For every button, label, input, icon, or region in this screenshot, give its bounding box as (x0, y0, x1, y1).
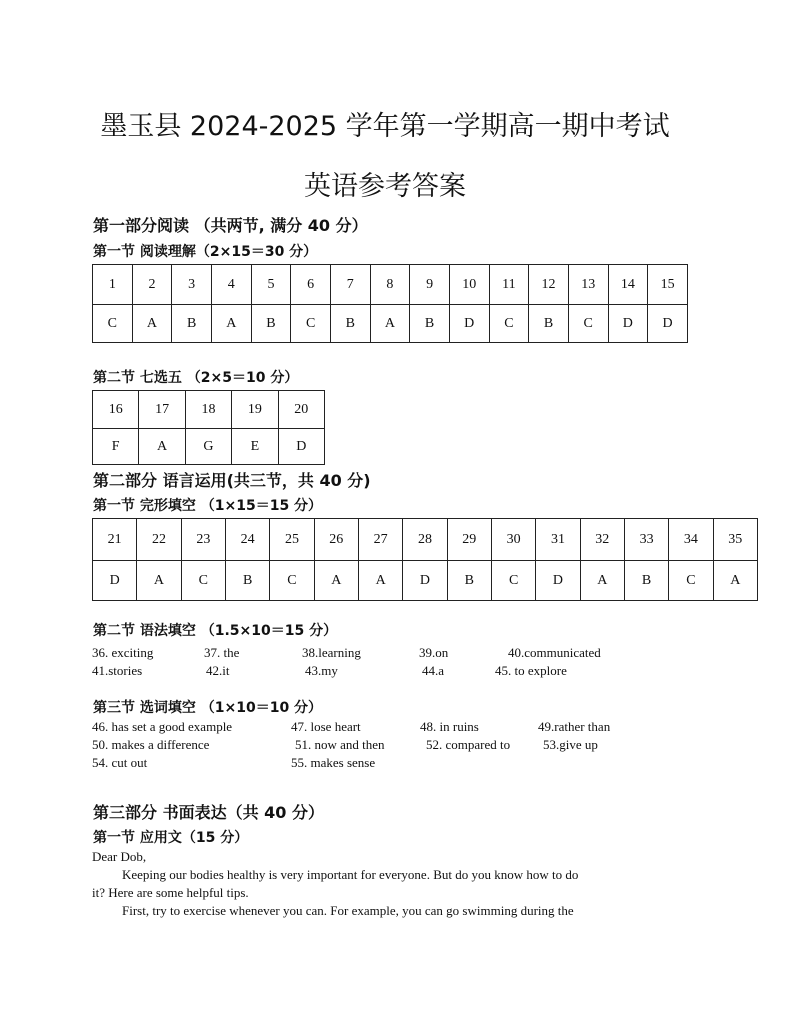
answer-item: 50. makes a difference (92, 737, 210, 752)
answer-cell: C (181, 561, 225, 601)
answer-item: 38.learning (302, 645, 361, 660)
answer-cell: C (491, 561, 535, 601)
question-number: 4 (211, 265, 251, 305)
answer-item: 53.give up (543, 737, 598, 752)
answer-item: 51. now and then (295, 737, 385, 752)
question-number: 1 (93, 265, 133, 305)
exam-subtitle: 英语参考答案 (304, 171, 466, 202)
answer-cell: A (370, 305, 410, 343)
answer-cell: C (669, 561, 713, 601)
question-number: 19 (232, 391, 278, 429)
answer-item: 41.stories (92, 663, 143, 678)
answer-cell: B (624, 561, 668, 601)
question-number: 15 (648, 265, 688, 305)
number-row (93, 391, 325, 429)
question-number: 29 (447, 519, 491, 561)
part1-sec1-heading: 第一节 阅读理解（2×15＝30 分） (93, 244, 318, 260)
question-number: 25 (270, 519, 314, 561)
question-number: 17 (139, 391, 185, 429)
answer-cell: A (137, 561, 181, 601)
answer-cell: B (529, 305, 569, 343)
answer-cell: C (291, 305, 331, 343)
answer-item: 40.communicated (508, 645, 601, 660)
part2-sec3-heading: 第三节 选词填空 （1×10＝10 分） (93, 700, 323, 716)
answer-row (93, 561, 758, 601)
part3-sec1-heading: 第一节 应用文（15 分） (93, 830, 249, 846)
question-number: 35 (713, 519, 757, 561)
letter-salutation: Dear Dob, (92, 849, 147, 864)
letter-line: First, try to exercise whenever you can. For example, you can go swimming during the (122, 903, 574, 918)
question-number: 14 (608, 265, 648, 305)
answer-cell: F (93, 429, 139, 465)
answer-cell: C (93, 305, 133, 343)
answer-row (93, 429, 325, 465)
answer-item: 36. exciting (92, 645, 154, 660)
answer-cell: C (270, 561, 314, 601)
question-number: 28 (403, 519, 447, 561)
answer-item: 43.my (305, 663, 338, 678)
answer-item: 42.it (206, 663, 230, 678)
part1-heading: 第一部分阅读 （共两节, 满分 40 分） (93, 216, 368, 235)
question-number: 30 (491, 519, 535, 561)
answer-cell: A (358, 561, 402, 601)
question-number: 6 (291, 265, 331, 305)
letter-line: Keeping our bodies healthy is very important for everyone. But do you know how to do (122, 867, 579, 882)
answer-item: 55. makes sense (291, 755, 376, 770)
question-number: 21 (93, 519, 137, 561)
answer-row (93, 305, 688, 343)
part1-sec2-heading: 第二节 七选五 （2×5＝10 分） (93, 370, 299, 386)
question-number: 23 (181, 519, 225, 561)
question-number: 26 (314, 519, 358, 561)
question-number: 20 (278, 391, 324, 429)
question-number: 33 (624, 519, 668, 561)
answer-cell: B (225, 561, 269, 601)
answer-cell: D (93, 561, 137, 601)
answer-cell: A (713, 561, 757, 601)
answer-cell: D (278, 429, 324, 465)
question-number: 7 (330, 265, 370, 305)
number-row (93, 519, 758, 561)
answer-cell: D (648, 305, 688, 343)
answer-item: 52. compared to (426, 737, 511, 752)
answer-cell: D (536, 561, 580, 601)
answer-item: 37. the (204, 645, 240, 660)
answer-cell: D (449, 305, 489, 343)
answer-item: 54. cut out (92, 755, 148, 770)
answer-item: 39.on (419, 645, 449, 660)
question-number: 31 (536, 519, 580, 561)
answer-cell: B (410, 305, 450, 343)
question-number: 2 (132, 265, 172, 305)
part2-sec1-heading: 第一节 完形填空 （1×15＝15 分） (93, 498, 323, 514)
question-number: 18 (185, 391, 231, 429)
answer-item: 46. has set a good example (92, 719, 233, 734)
reading-answer-table (92, 264, 688, 343)
question-number: 13 (568, 265, 608, 305)
answer-cell: C (568, 305, 608, 343)
answer-cell: B (251, 305, 291, 343)
question-number: 24 (225, 519, 269, 561)
exam-title: 墨玉县 2024-2025 学年第一学期高一期中考试 (100, 111, 670, 142)
answer-cell: B (172, 305, 212, 343)
question-number: 8 (370, 265, 410, 305)
question-number: 11 (489, 265, 529, 305)
question-number: 10 (449, 265, 489, 305)
answer-cell: C (489, 305, 529, 343)
answer-cell: A (139, 429, 185, 465)
question-number: 22 (137, 519, 181, 561)
part2-sec2-heading: 第二节 语法填空 （1.5×10＝15 分） (93, 623, 338, 639)
answer-cell: D (608, 305, 648, 343)
question-number: 3 (172, 265, 212, 305)
answer-cell: D (403, 561, 447, 601)
question-number: 12 (529, 265, 569, 305)
answer-cell: G (185, 429, 231, 465)
answer-cell: E (232, 429, 278, 465)
part3-heading: 第三部分 书面表达（共 40 分） (93, 803, 324, 822)
question-number: 27 (358, 519, 402, 561)
answer-item: 44.a (422, 663, 445, 678)
question-number: 32 (580, 519, 624, 561)
question-number: 9 (410, 265, 450, 305)
seven-choose-five-table (92, 390, 325, 465)
question-number: 5 (251, 265, 291, 305)
answer-cell: A (211, 305, 251, 343)
part2-heading: 第二部分 语言运用(共三节，共 40 分) (93, 471, 371, 490)
cloze-answer-table (92, 518, 758, 601)
answer-cell: B (447, 561, 491, 601)
answer-cell: B (330, 305, 370, 343)
question-number: 34 (669, 519, 713, 561)
question-number: 16 (93, 391, 139, 429)
number-row (93, 265, 688, 305)
answer-cell: A (580, 561, 624, 601)
letter-line: it? Here are some helpful tips. (92, 885, 249, 900)
answer-cell: A (314, 561, 358, 601)
answer-item: 48. in ruins (420, 719, 479, 734)
answer-item: 49.rather than (538, 719, 611, 734)
answer-cell: A (132, 305, 172, 343)
answer-item: 45. to explore (495, 663, 567, 678)
answer-item: 47. lose heart (291, 719, 361, 734)
